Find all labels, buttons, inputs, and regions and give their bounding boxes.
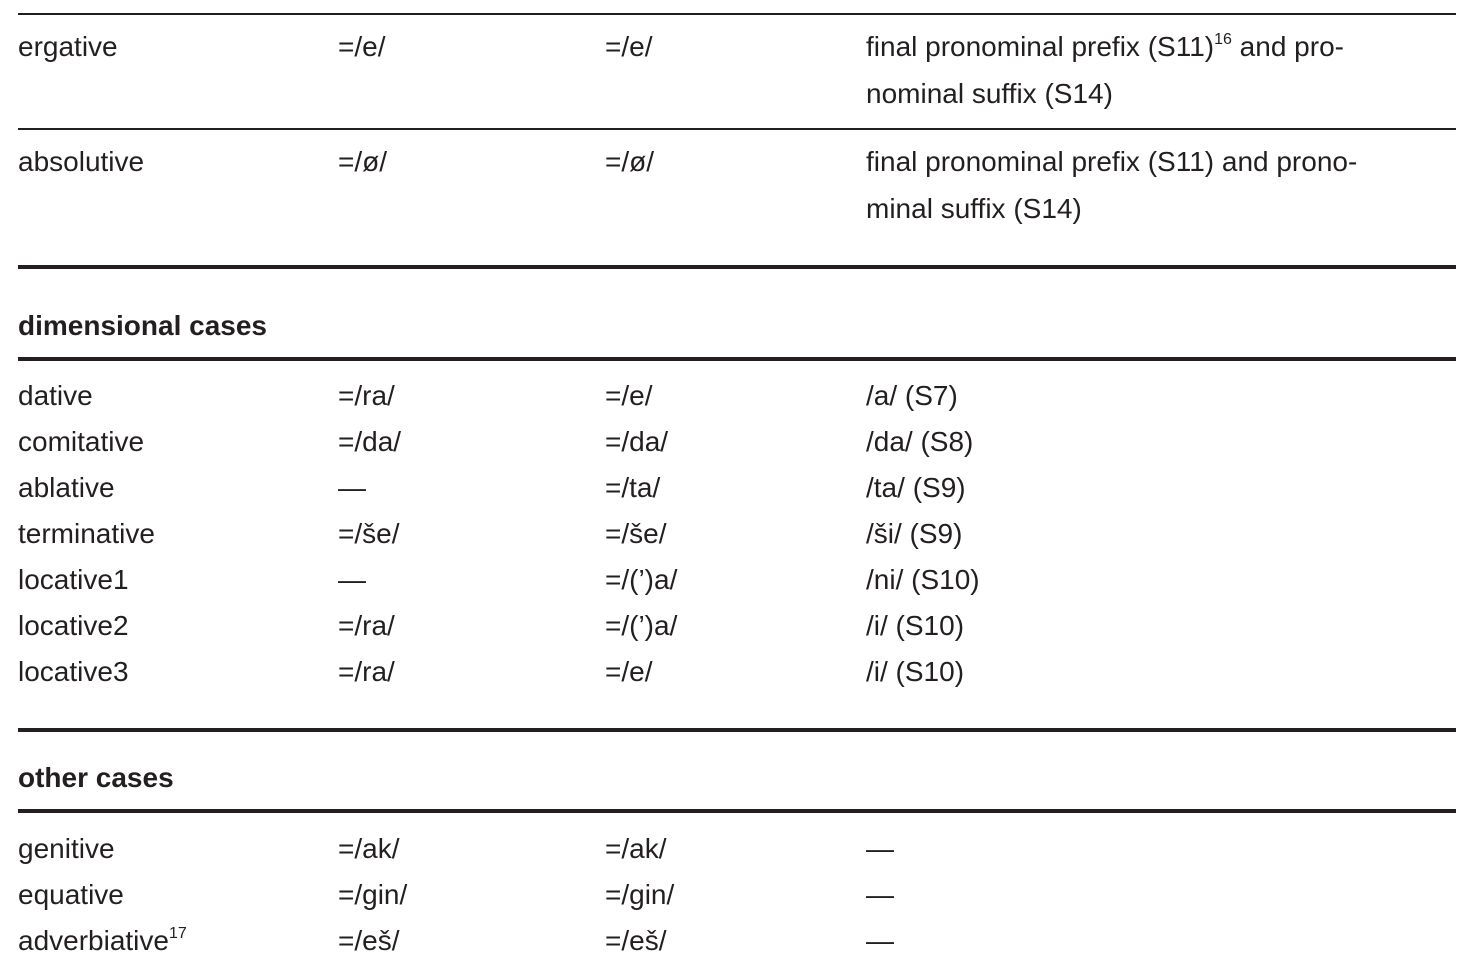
nominal-marker-text: =/ra/ — [338, 656, 395, 687]
pronominal-marker: =/e/ — [605, 31, 653, 62]
case-name-text: terminative — [18, 518, 155, 549]
verbal-text: final pronominal prefix (S11) and prono- — [866, 146, 1358, 177]
pronominal-marker: =/ø/ — [605, 146, 655, 177]
pronominal-marker — [605, 419, 668, 465]
case-name-text: equative — [18, 879, 124, 910]
pronominal-marker-text: =/eš/ — [605, 925, 667, 956]
case-name-text: genitive — [18, 833, 115, 864]
nominal-marker-text: =/da/ — [338, 426, 402, 457]
pronominal-marker — [605, 603, 677, 649]
nominal-marker — [338, 918, 399, 964]
pronominal-marker-text: =/e/ — [605, 656, 653, 687]
pronominal-marker-text: =/še/ — [605, 518, 667, 549]
nominal-marker — [338, 465, 366, 511]
case-name — [18, 557, 129, 603]
table-rule — [18, 128, 1456, 130]
pronominal-marker — [605, 373, 652, 419]
nominal-marker-text: =/ra/ — [338, 610, 395, 641]
verbal-text: nominal suffix (S14) — [866, 78, 1113, 109]
case-name — [18, 511, 155, 557]
verbal-marker — [866, 918, 894, 964]
verbal-marker — [866, 649, 964, 695]
verbal-marker — [866, 557, 980, 603]
nominal-marker: =/ø/ — [338, 146, 388, 177]
nominal-marker-text: — — [338, 564, 366, 595]
verbal-marker-text: /ta/ (S9) — [866, 472, 966, 503]
case-name — [18, 419, 144, 465]
table-rule — [18, 13, 1456, 15]
nominal-marker — [338, 557, 366, 603]
table-rule — [18, 265, 1456, 269]
footnote-ref[interactable]: 17 — [168, 925, 187, 942]
table-rule — [18, 357, 1456, 361]
verbal-text: minal suffix (S14) — [866, 193, 1082, 224]
nominal-marker — [338, 419, 401, 465]
verbal-marker-text: — — [866, 879, 894, 910]
verbal-marker-text: /da/ (S8) — [866, 426, 974, 457]
verbal-marker-text: /ni/ (S10) — [866, 564, 980, 595]
section-heading: other cases — [18, 762, 174, 793]
case-name-text: dative — [18, 380, 93, 411]
verbal-marker — [866, 419, 973, 465]
pronominal-marker-text: =/ta/ — [605, 472, 661, 503]
nominal-marker — [338, 511, 399, 557]
verbal-marker — [866, 373, 958, 419]
nominal-marker-text: =/ak/ — [338, 833, 400, 864]
case-name — [18, 918, 187, 964]
case-name — [18, 373, 93, 419]
nominal-marker — [338, 649, 395, 695]
case-name-text: adverbiative — [18, 925, 169, 956]
case-name — [18, 872, 124, 918]
case-name — [18, 649, 129, 695]
verbal-marker-text: /ši/ (S9) — [866, 518, 963, 549]
case-name: ergative — [18, 31, 118, 62]
pronominal-marker-text: =/gin/ — [605, 879, 675, 910]
nominal-marker: =/e/ — [338, 31, 386, 62]
pronominal-marker-text: =/ak/ — [605, 833, 667, 864]
nominal-marker-text: =/ra/ — [338, 380, 395, 411]
pronominal-marker — [605, 465, 660, 511]
verbal-marker — [866, 511, 962, 557]
verbal-marker — [866, 24, 1344, 70]
verbal-marker-text: /i/ (S10) — [866, 656, 965, 687]
verbal-marker — [866, 465, 966, 511]
pronominal-marker — [605, 557, 677, 603]
footnote-ref[interactable]: 16 — [1214, 31, 1232, 48]
case-name-text: locative2 — [18, 610, 129, 641]
nominal-marker-text: =/gin/ — [338, 879, 408, 910]
section-heading: dimensional cases — [18, 310, 268, 341]
case-name-text: locative3 — [18, 656, 129, 687]
table-rule — [18, 728, 1456, 732]
verbal-text: and pro- — [1231, 31, 1344, 62]
pronominal-marker — [605, 918, 666, 964]
nominal-marker — [338, 826, 399, 872]
case-name: absolutive — [18, 146, 145, 177]
case-name-text: locative1 — [18, 564, 129, 595]
pronominal-marker-text: =/(’)a/ — [605, 610, 678, 641]
case-name — [18, 465, 115, 511]
nominal-marker-text: — — [338, 472, 366, 503]
case-name — [18, 603, 129, 649]
verbal-text: final pronominal prefix (S11) — [866, 31, 1215, 62]
pronominal-marker-text: =/da/ — [605, 426, 669, 457]
nominal-marker — [338, 872, 407, 918]
pronominal-marker — [605, 649, 652, 695]
verbal-marker — [866, 826, 894, 872]
verbal-marker-text: /i/ (S10) — [866, 610, 965, 641]
case-name-text: comitative — [18, 426, 145, 457]
nominal-marker — [338, 373, 395, 419]
nominal-marker-text: =/še/ — [338, 518, 400, 549]
verbal-marker — [866, 872, 894, 918]
table-rule — [18, 809, 1456, 813]
pronominal-marker-text: =/e/ — [605, 380, 653, 411]
nominal-marker — [338, 603, 395, 649]
verbal-marker-text: — — [866, 833, 894, 864]
pronominal-marker — [605, 872, 674, 918]
nominal-marker-text: =/eš/ — [338, 925, 400, 956]
verbal-marker-text: — — [866, 925, 894, 956]
pronominal-marker — [605, 826, 666, 872]
verbal-marker — [866, 603, 964, 649]
pronominal-marker — [605, 511, 666, 557]
verbal-marker-text: /a/ (S7) — [866, 380, 958, 411]
pronominal-marker-text: =/(’)a/ — [605, 564, 678, 595]
case-name-text: ablative — [18, 472, 115, 503]
case-name — [18, 826, 115, 872]
